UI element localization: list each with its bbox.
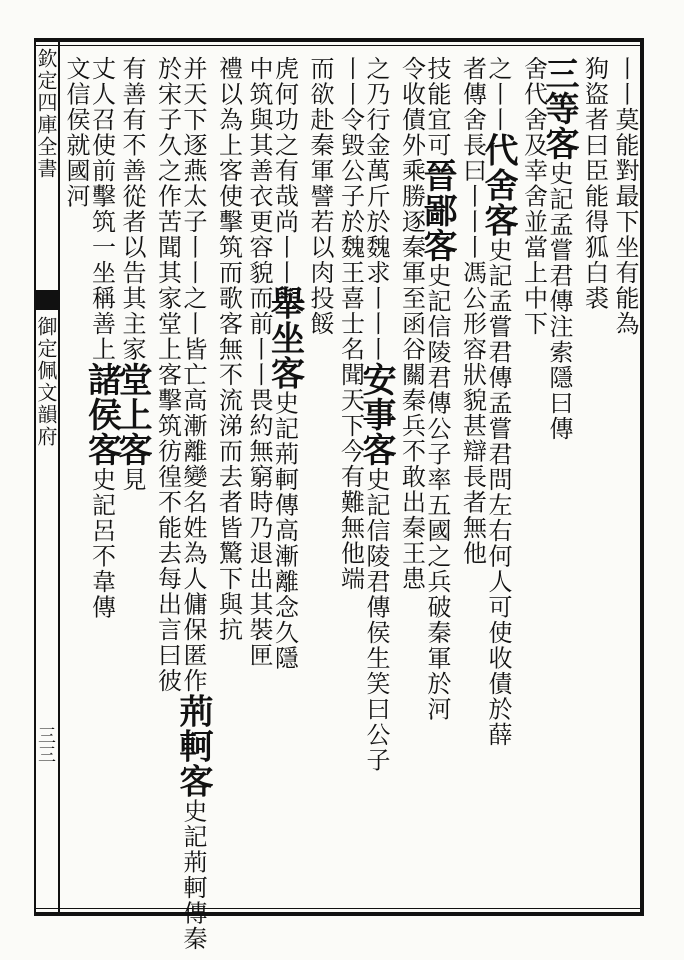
- margin-divider-rule: [58, 38, 60, 916]
- column-text: 喜士名聞天下今有難無他端: [336, 285, 365, 592]
- text-column: [307, 56, 333, 910]
- collection-title: 欽定四庫全書: [34, 48, 58, 180]
- text-column: [155, 56, 181, 910]
- column-text: 史記信陵君傳侯生笑曰公子: [362, 467, 390, 773]
- text-column: [417, 56, 457, 910]
- column-text: 畏約無窮時乃退出其裝匣: [245, 387, 273, 668]
- text-column: [264, 56, 305, 910]
- column-text: 舍代舍及幸舍並當上中下: [519, 56, 548, 337]
- column-text: 史記信陵君傳公子率五國之兵破秦軍於河: [423, 263, 451, 722]
- column-text: 軻傳秦: [179, 875, 207, 952]
- text-column: [582, 56, 608, 910]
- column-text: 之丨丨: [484, 56, 512, 133]
- column-text: 之乃行金萬斤於魏求丨丨丨: [362, 56, 390, 362]
- text-column: [81, 56, 122, 910]
- text-column: [112, 56, 152, 910]
- top-border-rule-thin: [34, 45, 644, 46]
- headword-entry: 荊軻客: [173, 693, 213, 799]
- text-column: [539, 56, 579, 910]
- column-text: 令收債: [397, 56, 426, 133]
- headword-entry: 晉鄙客: [417, 158, 457, 263]
- column-text: 丨丨莫能對最下坐有能為: [611, 56, 639, 337]
- column-text: 史記荊: [179, 798, 207, 875]
- column-text: 於宋子久之作苦聞其家堂上客擊筑彷徨不能去每出言曰彼: [153, 56, 182, 694]
- column-text: 史記荊軻傳高漸離念久隱: [270, 390, 299, 671]
- headword-entry: 代舍客: [478, 132, 518, 238]
- text-column: [612, 56, 638, 910]
- fishtail-mark: [34, 290, 60, 310]
- text-column: [338, 56, 364, 910]
- column-text: 者傳舍長曰丨丨丨馮公形容狀貌甚辯長者無他: [458, 56, 487, 566]
- column-text: 見: [118, 467, 146, 493]
- text-column: [478, 56, 518, 910]
- text-column: [246, 56, 272, 910]
- column-text: 丈人召使前擊筑一坐稱善: [87, 56, 116, 337]
- headword-entry: 堂上客: [112, 362, 152, 467]
- headword-entry: 諸侯客: [81, 362, 122, 467]
- top-border-rule: [34, 38, 644, 42]
- column-text: 有善有不善從者以告其主家: [118, 56, 146, 362]
- headword-entry: 舉坐客: [264, 285, 305, 391]
- bottom-border-rule: [34, 912, 644, 916]
- column-text: 皆驚下與抗: [214, 515, 243, 643]
- right-border-rule: [640, 38, 644, 916]
- text-column: [460, 56, 486, 910]
- column-text: 中筑與其善衣更容貌而前丨丨: [245, 56, 273, 388]
- text-column: [399, 56, 425, 910]
- text-column: [216, 56, 242, 910]
- text-column: [521, 56, 547, 910]
- column-text: 上: [87, 336, 116, 362]
- text-column: [356, 56, 396, 910]
- column-text: 文信侯就國河: [62, 56, 90, 209]
- text-column: [63, 56, 89, 910]
- column-text: 丨丨令毀公子於魏王: [336, 56, 365, 286]
- column-text: 技能宜可: [423, 56, 451, 158]
- column-text: 狗盜者曰臣能得狐白裘: [580, 56, 609, 311]
- headword-entry: 安事客: [356, 362, 396, 467]
- column-text: 外乘勝逐秦軍至函谷關秦兵不敢出秦王患: [397, 132, 426, 592]
- text-column: [173, 56, 213, 952]
- headword-entry: 三等客: [539, 56, 579, 161]
- column-text: 而欲赴秦軍譬若以肉投餒: [306, 56, 334, 337]
- column-text: 禮以為上客使擊筑而歌客無不流涕而去者: [214, 56, 243, 515]
- column-text: 史記孟嘗君傳孟嘗君問左右何人可使收債於薛: [484, 237, 512, 748]
- column-text: 并天下逐燕太子丨丨之丨皆亡高漸離變名姓為人傭保匿作: [179, 56, 207, 694]
- page-number: 三三: [35, 726, 56, 764]
- column-text: 虎何功之有哉尚丨丨: [270, 56, 299, 286]
- column-text: 史記呂不韋傳: [87, 467, 116, 620]
- book-title: 御定佩文韻府: [34, 316, 58, 448]
- column-text: 史記孟嘗君傳注索隱曰傳: [545, 161, 573, 442]
